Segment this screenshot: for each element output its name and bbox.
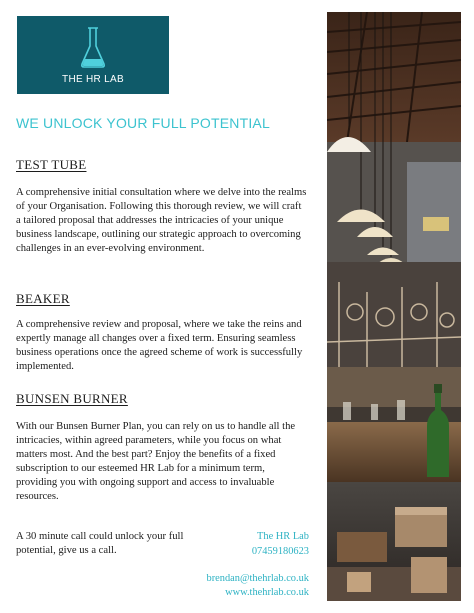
contact-website[interactable]: www.thehrlab.co.uk: [225, 587, 309, 598]
section-heading-beaker: BEAKER: [16, 291, 70, 306]
section-body-bunsen-burner: With our Bunsen Burner Plan, you can rely on us to handle all the intricacies, within agreed parameters, while you focus on what matters most. And the best part? Enjoy the benefits of a fixed subscription to our esteemed HR Lab for a minimum term, providing you with ongoing support and access to invaluable resources.: [16, 421, 296, 502]
contact-name: The HR Lab: [257, 531, 309, 542]
contact-email[interactable]: brendan@thehrlab.co.uk: [206, 573, 309, 584]
section-heading-bunsen-burner: BUNSEN BURNER: [16, 391, 128, 406]
tagline: WE UNLOCK YOUR FULL POTENTIAL: [16, 115, 270, 131]
section-heading-test-tube: TEST TUBE: [16, 157, 87, 172]
section-body-beaker: A comprehensive review and proposal, where we take the reins and expertly manage all changes over a fixed term. Ensuring seamless business operations once the agreed scheme of work is successfully implemented.: [16, 319, 303, 372]
lab-photo: [327, 12, 461, 601]
section-body-test-tube: A comprehensive initial consultation where we delve into the realms of your Organisation. Following this thorough review, we will craft a tailored proposal that addresses the intricacies of your unique business landscape, outlining our strategic approach to overcoming challenges in an ever-evolving environment.: [16, 187, 307, 254]
logo-text: THE HR LAB: [62, 74, 124, 85]
call-to-action: A 30 minute call could unlock your full potential, give us a call.: [16, 531, 184, 556]
contact-phone[interactable]: 07459180623: [251, 546, 309, 557]
logo: [17, 16, 169, 94]
test-tube-icon: [79, 26, 107, 70]
